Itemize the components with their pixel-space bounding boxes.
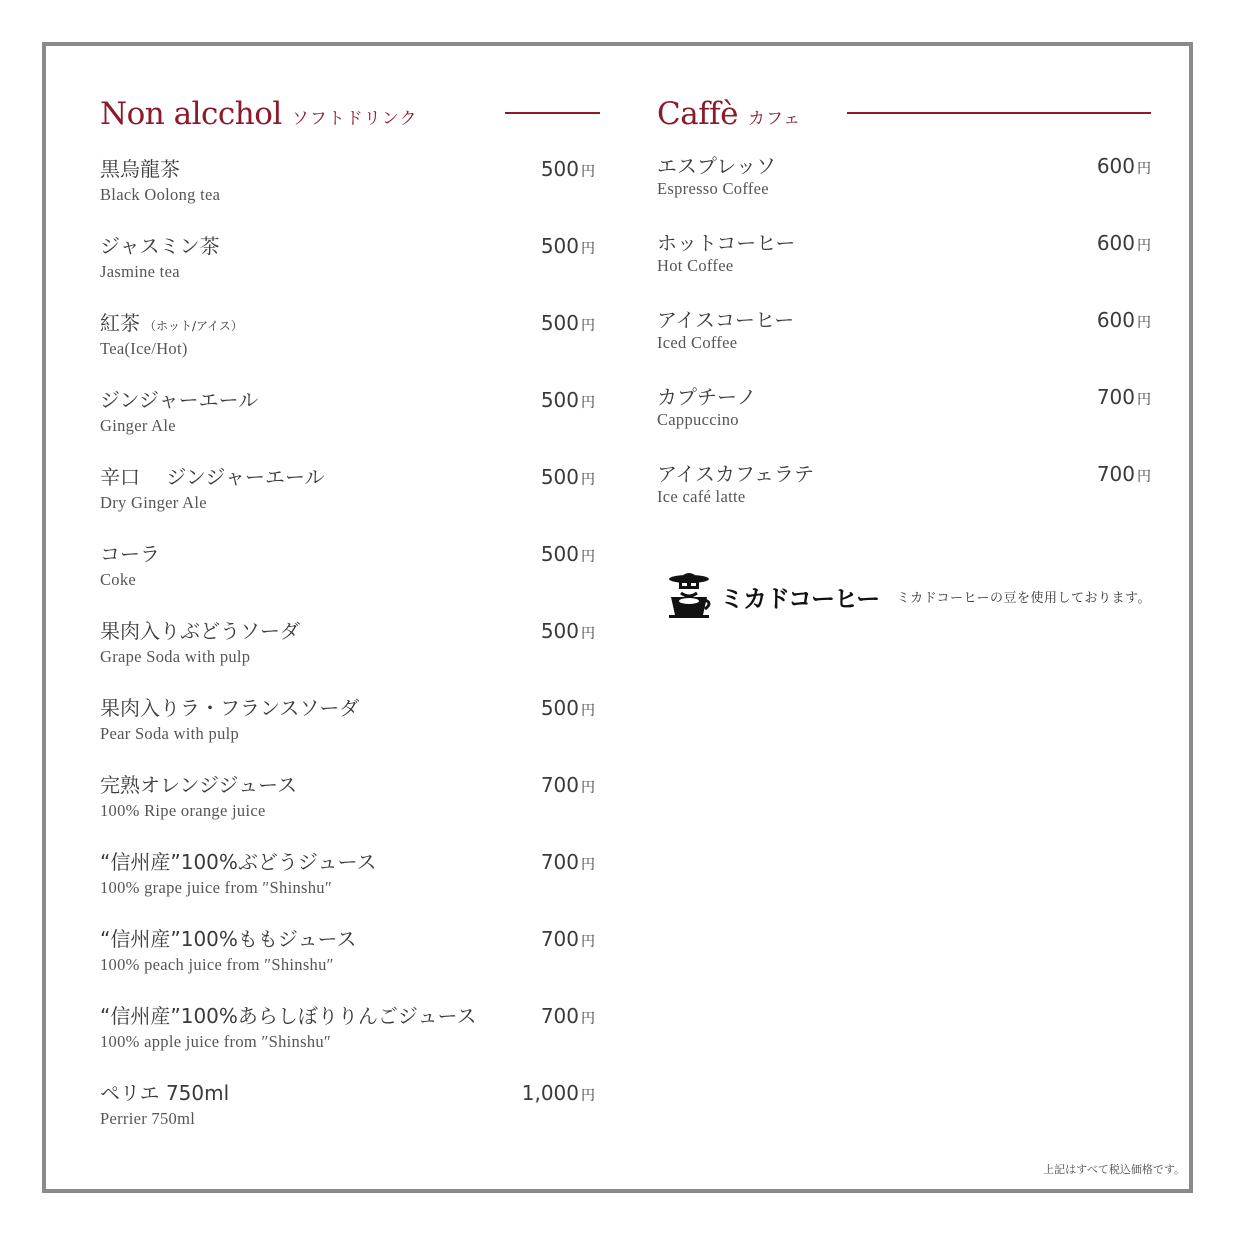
item-name-jp-text: “信州産”100%ぶどうジュース <box>100 850 377 874</box>
caffe-menu-item <box>657 308 1151 385</box>
item-name-en: Coke <box>100 570 137 589</box>
item-name-jp <box>657 308 1151 332</box>
item-price <box>541 234 595 258</box>
item-name-en: Jasmine tea <box>100 262 180 281</box>
item-price-yen: 円 <box>581 1088 595 1104</box>
item-price <box>1097 462 1151 486</box>
item-price-yen: 円 <box>1137 315 1151 331</box>
item-price-value: 700 <box>540 850 579 874</box>
item-name-jp-text: “信州産”100%ももジュース <box>100 927 357 951</box>
item-name-jp <box>100 157 595 184</box>
item-price-value: 500 <box>540 388 579 412</box>
item-name-en: 100% peach juice from ″Shinshu″ <box>100 955 334 974</box>
item-price-value: 700 <box>540 927 579 951</box>
caffe-subtitle: カフェ <box>748 109 802 129</box>
item-name-jp-text: カプチーノ <box>657 385 757 409</box>
soft-drink-subtitle: ソフトドリンク <box>291 109 418 129</box>
brand-note: ミカドコーヒーの豆を使用しております。 <box>896 591 1151 606</box>
item-price-yen: 円 <box>581 626 595 642</box>
item-price <box>541 157 595 181</box>
item-name-jp-text: 辛口 ジンジャーエール <box>100 465 325 489</box>
soft-drink-menu-item <box>100 927 595 1004</box>
item-price-yen: 円 <box>1137 161 1151 177</box>
brand-row <box>657 569 1151 629</box>
item-name-en: Cappuccino <box>657 410 739 429</box>
caffe-title-wrap <box>657 96 801 132</box>
item-name-jp <box>100 696 595 723</box>
item-price-value: 500 <box>540 234 579 258</box>
item-price <box>541 465 595 489</box>
item-price <box>541 619 595 643</box>
item-name-jp <box>100 927 595 954</box>
soft-drink-menu-item <box>100 465 595 542</box>
soft-drink-menu-item <box>100 542 595 619</box>
item-price-yen: 円 <box>581 241 595 257</box>
item-name-jp <box>657 385 1151 409</box>
item-price-value: 500 <box>540 465 579 489</box>
soft-drink-menu-item <box>100 850 595 927</box>
item-name-en: 100% Ripe orange juice <box>100 801 266 820</box>
item-price <box>1097 154 1151 178</box>
item-price <box>1097 308 1151 332</box>
item-price-value: 700 <box>540 773 579 797</box>
caffe-menu-item <box>657 231 1151 308</box>
item-price-yen: 円 <box>581 318 595 334</box>
item-price <box>541 542 595 566</box>
item-price <box>541 927 595 951</box>
soft-drink-menu-item <box>100 311 595 388</box>
item-name-jp-text: コーラ <box>100 542 160 566</box>
item-name-jp <box>100 465 595 492</box>
soft-drink-list <box>100 157 595 1158</box>
item-name-en: Iced Coffee <box>657 333 738 352</box>
item-name-en: Hot Coffee <box>657 256 734 275</box>
item-price-yen: 円 <box>581 164 595 180</box>
item-name-jp <box>100 850 595 877</box>
item-name-jp-text: 果肉入りラ・フランスソーダ <box>100 696 360 720</box>
soft-drink-menu-item <box>100 696 595 773</box>
soft-drink-menu-item <box>100 234 595 311</box>
soft-drink-title: Non alcchol <box>100 96 282 132</box>
item-name-jp-text: “信州産”100%あらしぼりりんごジュース <box>100 1004 477 1028</box>
item-price-value: 700 <box>540 1004 579 1028</box>
item-name-jp <box>100 619 595 646</box>
item-name-jp-text: 完熟オレンジジュース <box>100 773 298 797</box>
soft-drink-header-rule <box>505 112 600 114</box>
item-name-jp <box>100 542 595 569</box>
item-price-yen: 円 <box>581 780 595 796</box>
item-name-jp-text: エスプレッソ <box>657 154 776 178</box>
item-name-en: Ginger Ale <box>100 416 176 435</box>
item-name-jp-text: 紅茶 <box>100 311 140 335</box>
item-price-value: 600 <box>1096 308 1135 332</box>
soft-drink-menu-item <box>100 1081 595 1158</box>
item-price-yen: 円 <box>1137 469 1151 485</box>
soft-drink-title-wrap <box>100 96 417 132</box>
item-name-en: Grape Soda with pulp <box>100 647 251 666</box>
item-name-jp-text: ホットコーヒー <box>657 231 796 255</box>
item-name-en: Ice café latte <box>657 487 746 506</box>
caffe-column <box>657 92 1151 629</box>
item-name-jp-text: アイスカフェラテ <box>657 462 814 486</box>
caffe-title: Caffè <box>657 96 738 132</box>
item-name-jp-text: ジャスミン茶 <box>100 234 220 258</box>
item-price <box>541 1004 595 1028</box>
soft-drink-menu-item <box>100 773 595 850</box>
item-name-en: Tea(Ice/Hot) <box>100 339 188 358</box>
item-name-en: Perrier 750ml <box>100 1109 196 1128</box>
item-price <box>541 388 595 412</box>
item-price-yen: 円 <box>581 549 595 565</box>
caffe-menu-item <box>657 462 1151 539</box>
item-name-en: Black Oolong tea <box>100 185 221 204</box>
item-name-jp <box>100 773 595 800</box>
item-name-jp <box>657 154 1151 178</box>
item-price-value: 700 <box>1096 462 1135 486</box>
item-name-en: 100% apple juice from ″Shinshu″ <box>100 1032 332 1051</box>
item-price <box>1097 385 1151 409</box>
item-name-jp-text: 果肉入りぶどうソーダ <box>100 619 300 643</box>
item-name-jp-text: アイスコーヒー <box>657 308 795 332</box>
item-price <box>522 1081 595 1105</box>
item-name-jp <box>657 231 1151 255</box>
item-name-jp <box>100 1004 595 1031</box>
item-name-en: 100% grape juice from ″Shinshu″ <box>100 878 333 897</box>
item-price-value: 600 <box>1096 231 1135 255</box>
item-price-yen: 円 <box>1137 238 1151 254</box>
soft-drink-menu-item <box>100 619 595 696</box>
soft-drink-header <box>100 92 595 140</box>
soft-drink-menu-item <box>100 157 595 234</box>
caffe-list <box>657 154 1151 539</box>
item-name-en: Pear Soda with pulp <box>100 724 240 743</box>
item-price-yen: 円 <box>581 472 595 488</box>
item-name-jp <box>100 234 595 261</box>
item-name-jp-note: （ホット/アイス） <box>144 319 243 333</box>
item-name-jp <box>100 388 595 415</box>
item-name-jp-text: ジンジャーエール <box>100 388 259 412</box>
item-name-en: Espresso Coffee <box>657 179 769 198</box>
item-price <box>541 311 595 335</box>
item-price-value: 500 <box>540 157 579 181</box>
item-price-yen: 円 <box>581 703 595 719</box>
item-name-jp <box>100 311 595 338</box>
item-price-yen: 円 <box>581 1011 595 1027</box>
item-price-value: 500 <box>540 696 579 720</box>
item-price <box>541 850 595 874</box>
item-price <box>541 696 595 720</box>
item-price-yen: 円 <box>581 395 595 411</box>
item-name-jp-text: ペリエ 750ml <box>100 1081 230 1105</box>
caffe-menu-item <box>657 154 1151 231</box>
item-price-value: 500 <box>540 542 579 566</box>
caffe-menu-item <box>657 385 1151 462</box>
item-price-value: 1,000 <box>521 1081 579 1105</box>
item-price-yen: 円 <box>1137 392 1151 408</box>
item-price <box>541 773 595 797</box>
item-price-value: 600 <box>1096 154 1135 178</box>
item-price-value: 700 <box>1096 385 1135 409</box>
item-price-value: 500 <box>540 619 579 643</box>
item-price-yen: 円 <box>581 857 595 873</box>
soft-drink-column <box>100 92 595 1158</box>
item-name-en: Dry Ginger Ale <box>100 493 207 512</box>
mikado-coffee-logo-text: ミカドコーヒー <box>720 585 880 613</box>
item-price <box>1097 231 1151 255</box>
mikado-coffee-logo-icon <box>665 569 713 621</box>
item-name-jp-text: 黒烏龍茶 <box>100 157 180 181</box>
item-price-value: 500 <box>540 311 579 335</box>
item-price-yen: 円 <box>581 934 595 950</box>
caffe-header-rule <box>847 112 1151 114</box>
soft-drink-menu-item <box>100 1004 595 1081</box>
item-name-jp <box>657 462 1151 486</box>
soft-drink-menu-item <box>100 388 595 465</box>
caffe-header <box>657 92 1151 140</box>
tax-footnote: 上記はすべて税込価格です。 <box>1043 1163 1185 1176</box>
